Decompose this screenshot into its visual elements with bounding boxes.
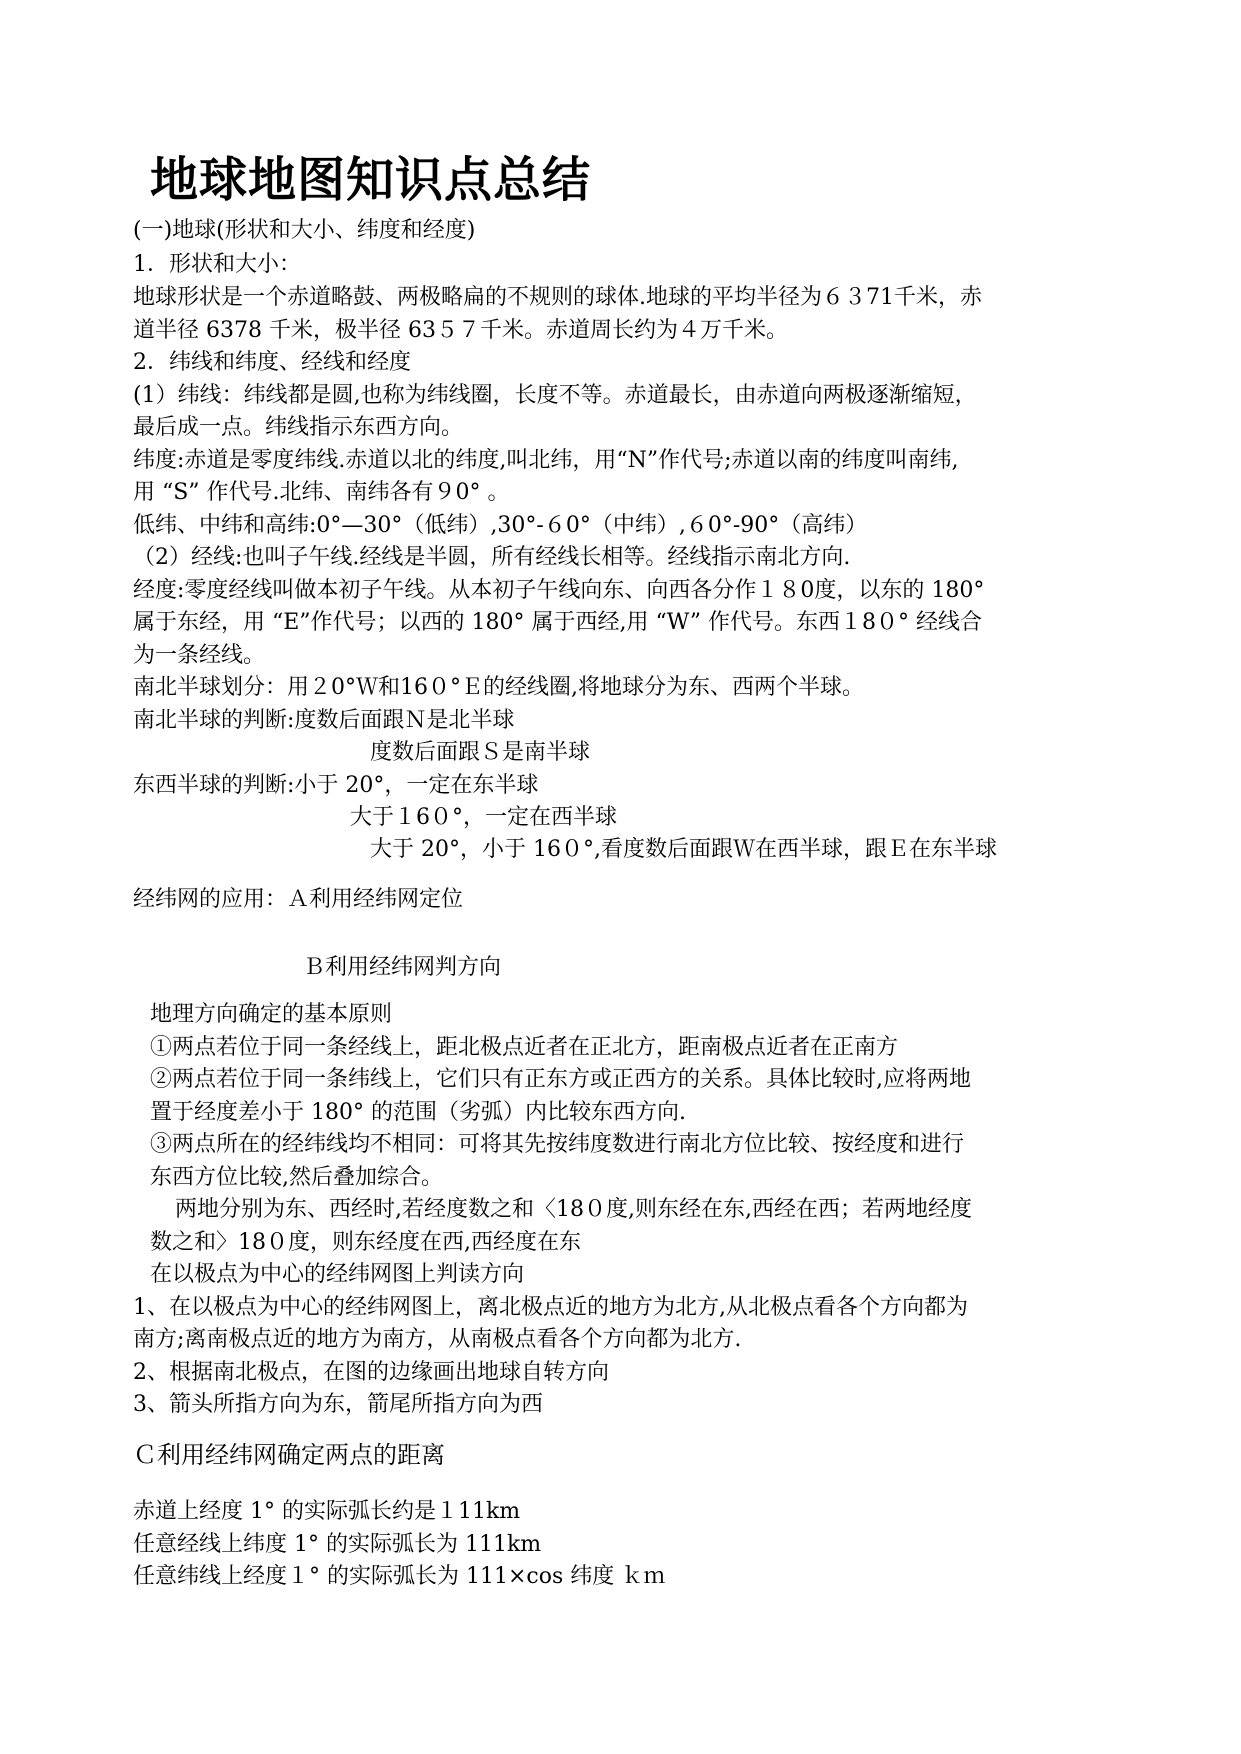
paragraph-line: 南北半球划分：用２0°Ｗ和16０°Ｅ的经线圈,将地球分为东、西两个半球。 xyxy=(133,675,864,700)
subsection-heading: Ｃ利用经纬网确定两点的距离 xyxy=(133,1441,445,1469)
paragraph-line: 两地分别为东、西经时,若经度数之和〈18０度,则东经在东,西经在西；若两地经度 xyxy=(175,1197,972,1222)
paragraph-line: 道半径 6378 千米，极半径 63５７千米。赤道周长约为４万千米。 xyxy=(133,318,788,343)
paragraph-line: 大于 20°，小于 16０°,看度数后面跟Ｗ在西半球，跟Ｅ在东半球 xyxy=(370,837,997,862)
paragraph-line: 经度:零度经线叫做本初子午线。从本初子午线向东、向西各分作１８0度，以东的 180° xyxy=(133,578,985,603)
paragraph-line: 赤道上经度 1° 的实际弧长约是１11km xyxy=(133,1499,521,1524)
list-item: ①两点若位于同一条经线上，距北极点近者在正北方，距南极点近者在正南方 xyxy=(150,1035,899,1060)
paragraph-line: （2）经线:也叫子午线.经线是半圆，所有经线长相等。经线指示南北方向. xyxy=(133,545,851,570)
list-item: 1、在以极点为中心的经纬网图上，离北极点近的地方为北方,从北极点看各个方向都为 xyxy=(133,1295,968,1320)
paragraph-line: 度数后面跟Ｓ是南半球 xyxy=(370,740,591,765)
paragraph-line: 任意纬线上经度１° 的实际弧长为 111×cos 纬度 ｋｍ xyxy=(133,1564,666,1589)
paragraph-line: (1）纬线：纬线都是圆,也称为纬线圈，长度不等。赤道最长，由赤道向两极逐渐缩短， xyxy=(133,383,977,408)
paragraph-line: 地球形状是一个赤道略鼓、两极略扁的不规则的球体.地球的平均半径为６３71千米，赤 xyxy=(133,285,982,310)
paragraph-line: 东西半球的判断:小于 20°，一定在东半球 xyxy=(133,773,539,798)
paragraph-line: 数之和〉18０度，则东经度在西,西经度在东 xyxy=(150,1230,581,1255)
section-heading: (一)地球(形状和大小、纬度和经度) xyxy=(133,218,476,243)
page-title: 地球地图知识点总结 xyxy=(150,152,592,208)
list-item: 南方;离南极点近的地方为南方，从南极点看各个方向都为北方. xyxy=(133,1327,742,1352)
list-item: 2、根据南北极点，在图的边缘画出地球自转方向 xyxy=(133,1360,609,1385)
subsection-heading: 1．形状和大小： xyxy=(133,252,301,277)
subsection-heading: 经纬网的应用：Ａ利用经纬网定位 xyxy=(133,887,464,912)
list-item: 3、箭头所指方向为东，箭尾所指方向为西 xyxy=(133,1392,543,1417)
paragraph-line: 纬度:赤道是零度纬线.赤道以北的纬度,叫北纬，用“N”作代号;赤道以南的纬度叫南纬, xyxy=(133,448,959,473)
subsection-heading: Ｂ利用经纬网判方向 xyxy=(303,955,502,980)
paragraph-line: 最后成一点。纬线指示东西方向。 xyxy=(133,415,464,440)
paragraph-line: 属于东经，用 “E”作代号；以西的 180° 属于西经,用 “W” 作代号。东西１8０° 经线合 xyxy=(133,610,983,635)
list-item: 东西方位比较,然后叠加综合。 xyxy=(150,1165,443,1190)
paragraph-line: 任意经线上纬度 1° 的实际弧长为 111km xyxy=(133,1532,542,1557)
list-item: ③两点所在的经纬线均不相同：可将其先按纬度数进行南北方位比较、按经度和进行 xyxy=(150,1132,965,1157)
paragraph-line: 大于１6０°，一定在西半球 xyxy=(350,805,617,830)
paragraph-line: 南北半球的判断:度数后面跟Ｎ是北半球 xyxy=(133,708,515,733)
list-item: 置于经度差小于 180° 的范围（劣弧）内比较东西方向. xyxy=(150,1100,686,1125)
paragraph-line: 低纬、中纬和高纬:0°—30°（低纬）,30°-６0°（中纬）,６0°-90°（高纬） xyxy=(133,513,868,538)
paragraph-line: 地理方向确定的基本原则 xyxy=(150,1002,393,1027)
subsection-heading: 2．纬线和纬度、经线和经度 xyxy=(133,350,411,375)
paragraph-line: 为一条经线。 xyxy=(133,643,266,668)
paragraph-line: 用 “S” 作代号.北纬、南纬各有９0° 。 xyxy=(133,480,510,505)
paragraph-line: 在以极点为中心的经纬网图上判读方向 xyxy=(150,1262,525,1287)
list-item: ②两点若位于同一条纬线上，它们只有正东方或正西方的关系。具体比较时,应将两地 xyxy=(150,1067,971,1092)
